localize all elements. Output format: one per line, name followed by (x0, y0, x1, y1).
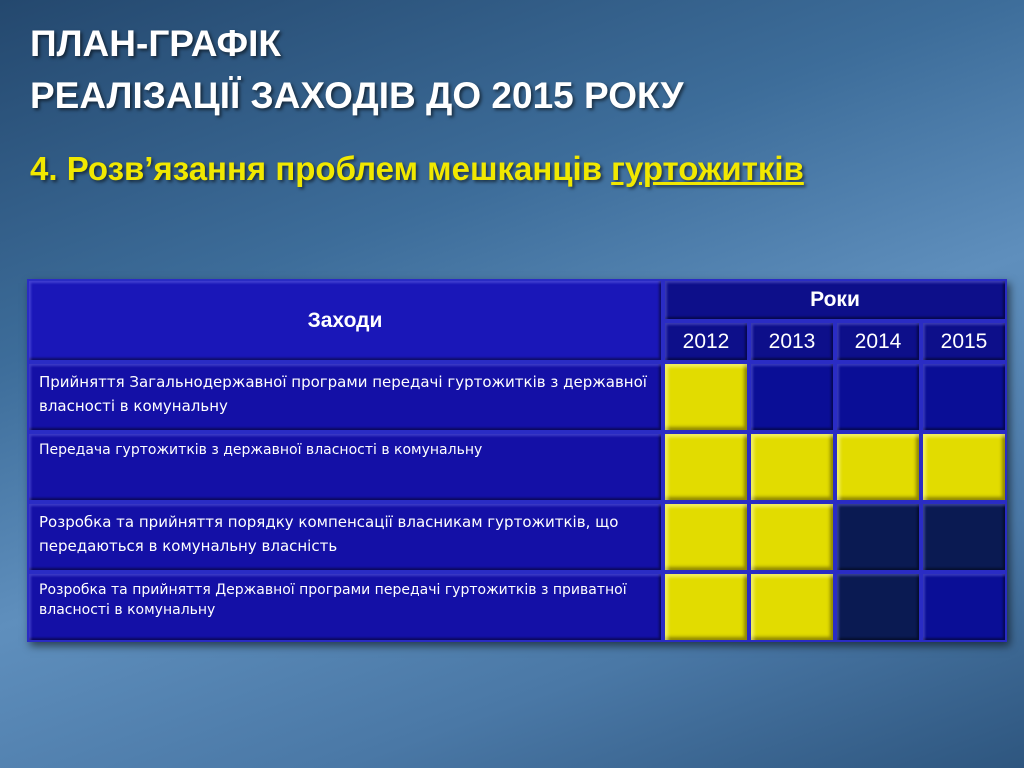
year-2015: 2015 (921, 321, 1007, 362)
years-header: Роки (663, 279, 1007, 321)
measure-cell: Розробка та прийняття порядку компенсації власникам гуртожитків, що передаються в комунальну власність (27, 502, 663, 572)
table-header-row (27, 279, 1007, 321)
table-row (27, 362, 1007, 432)
schedule-cell (921, 572, 1007, 642)
schedule-cell (663, 572, 749, 642)
schedule-cell (921, 432, 1007, 502)
schedule-cell (663, 432, 749, 502)
schedule-cell (749, 572, 835, 642)
measure-cell: Передача гуртожитків з державної власності в комунальну (27, 432, 663, 502)
table-row (27, 572, 1007, 642)
subtitle-number: 4. (30, 150, 58, 187)
schedule-table (27, 279, 1007, 642)
slide-title-line-2: РЕАЛІЗАЦІЇ ЗАХОДІВ ДО 2015 РОКУ (30, 75, 684, 116)
year-2013: 2013 (749, 321, 835, 362)
schedule-cell (663, 502, 749, 572)
table-row (27, 502, 1007, 572)
schedule-cell (921, 502, 1007, 572)
section-subtitle (30, 150, 804, 188)
subtitle-underlined-word: гуртожитків (611, 150, 804, 187)
year-2014: 2014 (835, 321, 921, 362)
schedule-cell (835, 362, 921, 432)
measure-cell: Прийняття Загальнодержавної програми передачі гуртожитків з державної власності в комунальну (27, 362, 663, 432)
slide-title-line-1: ПЛАН-ГРАФІК (30, 23, 281, 64)
measures-header: Заходи (27, 279, 663, 362)
table-row (27, 432, 1007, 502)
slide-title (30, 18, 684, 122)
schedule-cell (749, 432, 835, 502)
measure-cell: Розробка та прийняття Державної програми передачі гуртожитків з приватної власності в комунальну (27, 572, 663, 642)
schedule-cell (749, 502, 835, 572)
schedule-cell (835, 502, 921, 572)
schedule-cell (921, 362, 1007, 432)
schedule-cell (663, 362, 749, 432)
subtitle-text: Розв’язання проблем мешканців (66, 150, 602, 187)
year-2012: 2012 (663, 321, 749, 362)
schedule-cell (835, 572, 921, 642)
schedule-cell (835, 432, 921, 502)
schedule-cell (749, 362, 835, 432)
